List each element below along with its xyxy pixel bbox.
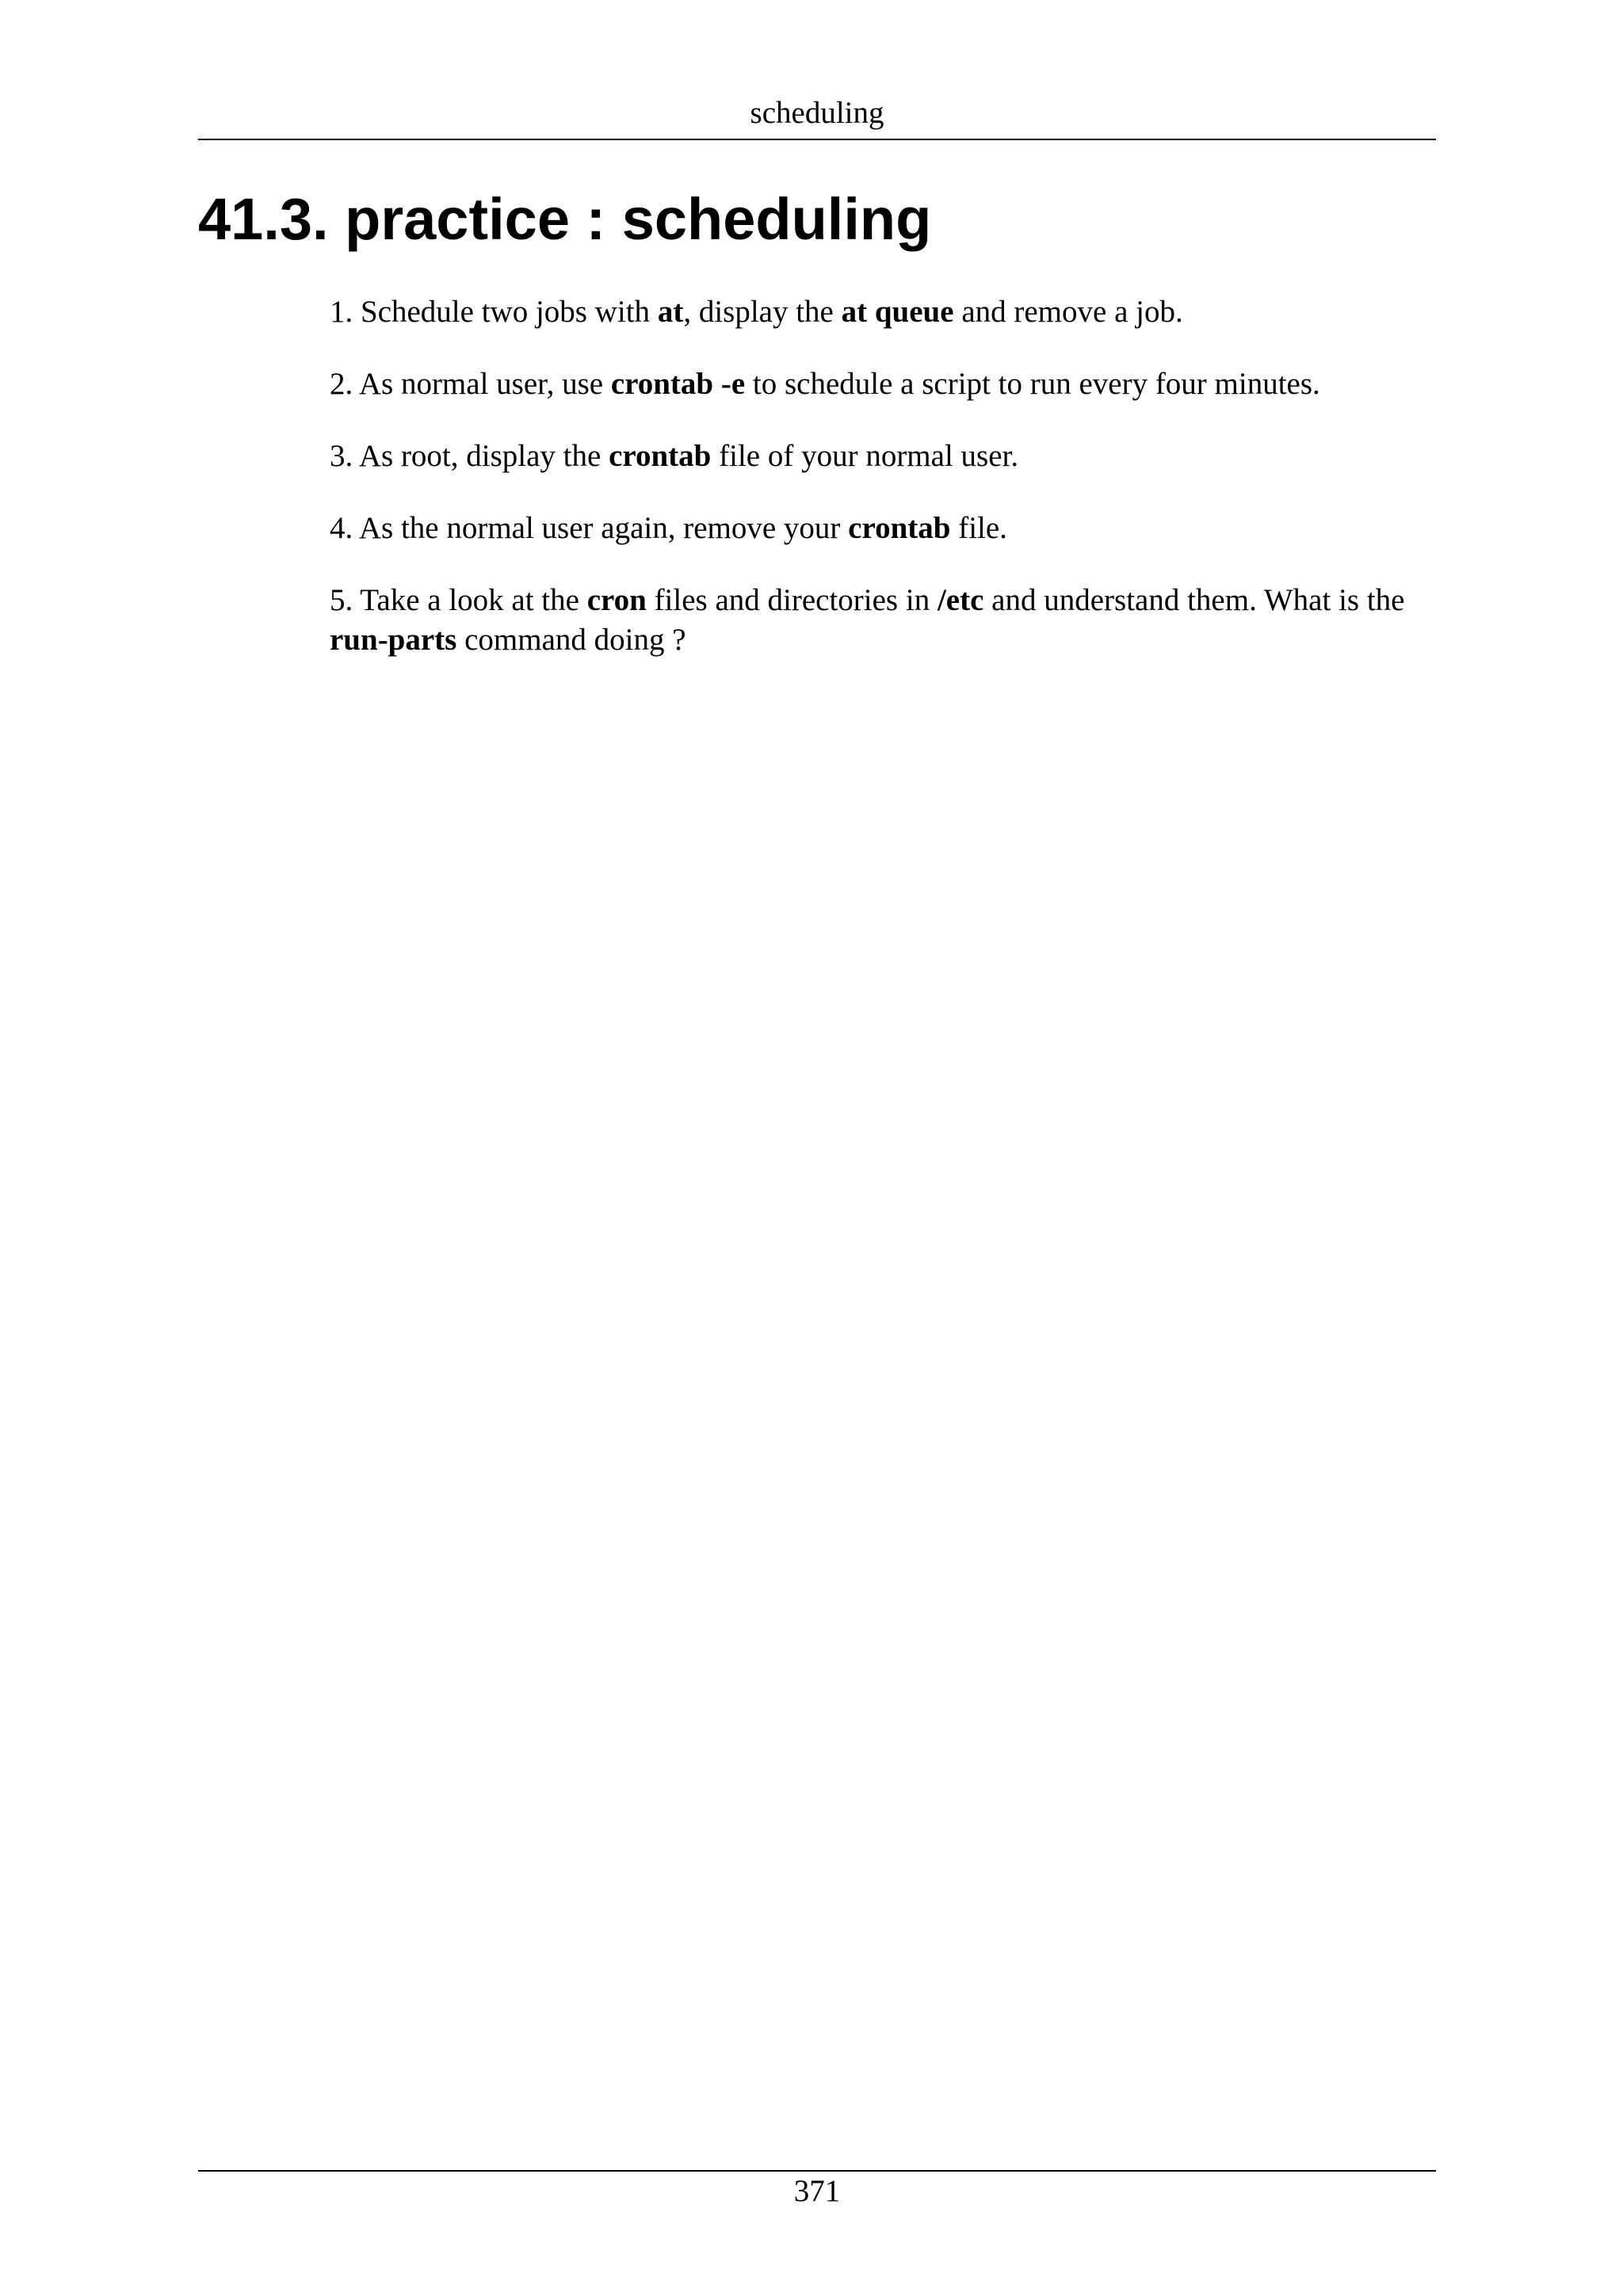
running-header: scheduling — [750, 96, 884, 130]
exercise-number: 1. — [330, 295, 353, 329]
exercise-item — [330, 292, 1439, 332]
exercise-text: file. — [950, 511, 1007, 545]
exercise-text: As root, display the — [353, 439, 609, 473]
exercise-text: to schedule a script to run every four minutes. — [745, 367, 1320, 401]
exercise-text: Schedule two jobs with — [353, 295, 658, 329]
exercise-number: 2. — [330, 367, 353, 401]
exercise-list — [330, 292, 1439, 660]
exercise-item — [330, 364, 1439, 404]
header-rule — [198, 139, 1436, 140]
exercise-text: and understand them. What is the — [983, 583, 1405, 617]
section-title: 41.3. practice : scheduling — [198, 186, 932, 252]
exercise-item — [330, 437, 1439, 476]
exercise-text: files and directories in — [646, 583, 938, 617]
command-term: crontab — [609, 439, 712, 473]
exercise-item — [330, 581, 1439, 660]
exercise-text: Take a look at the — [353, 583, 587, 617]
exercise-text: As the normal user again, remove your — [353, 511, 849, 545]
exercise-number: 4. — [330, 511, 353, 545]
command-term: at — [657, 295, 684, 329]
exercise-text: , display the — [683, 295, 842, 329]
command-term: at queue — [841, 295, 954, 329]
command-term: /etc — [937, 583, 984, 617]
exercise-text: command doing ? — [456, 623, 686, 657]
command-term: run-parts — [330, 623, 457, 657]
exercise-text: file of your normal user. — [711, 439, 1019, 473]
command-term: crontab -e — [610, 367, 746, 401]
exercise-item — [330, 509, 1439, 548]
page-number: 371 — [793, 2174, 841, 2208]
command-term: cron — [586, 583, 647, 617]
exercise-text: and remove a job. — [953, 295, 1183, 329]
exercise-number: 3. — [330, 439, 353, 473]
exercise-number: 5. — [330, 583, 353, 617]
command-term: crontab — [848, 511, 951, 545]
exercise-text: As normal user, use — [353, 367, 611, 401]
